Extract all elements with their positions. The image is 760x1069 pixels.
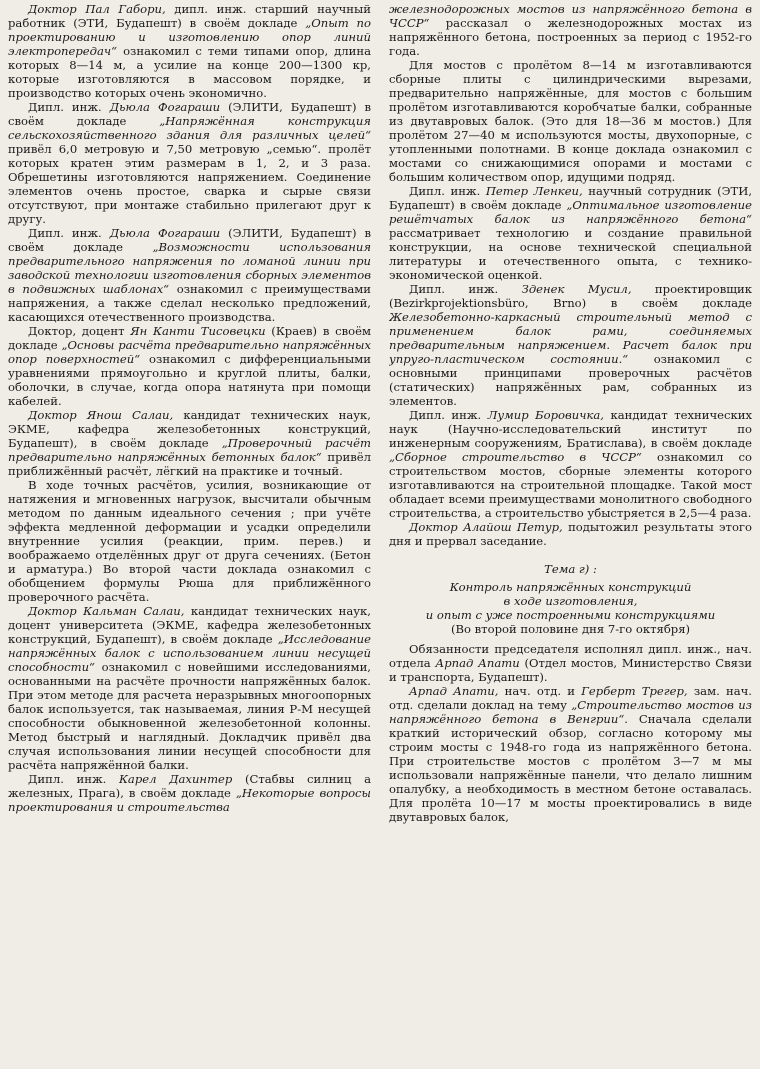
left-column <box>8 0 371 1069</box>
paragraph-continuation: железнодорожных мостов из напряжённого бетона в ЧССР“ рассказал о железнодорожных мостах из напряжённого бетона, построенных за период с 1952-го года. <box>389 2 752 58</box>
person-name: Петер Ленкеи, <box>485 184 583 198</box>
person-name: Карел Дахинтер <box>118 772 233 786</box>
paragraph-gabori: Доктор Пал Габори, дипл. инж. старший научный работник (ЭТИ, Будапешт) в своём докладе „Опыт по проектированию и изготовлению опор линий электропередач“ ознакомил с теми типами опор, длина которых 8—14 м, а усилие на конце 200—1300 кр, которые изготовляются в массовом порядке, и производство которых очень экономично. <box>8 2 371 100</box>
report-title: „Проверочный расчёт предварительно напряжённых бетонных балок“ <box>8 436 371 464</box>
paragraph-calculations: В ходе точных расчётов, усилия, возникающие от натяжения и мгновенных нагрузок, высчитали обычным методом по данным идеального сечения ; при учёте эффекта медленной деформации и усадки определили внутренние усилия (реакции, прим. перев.) и воображаемо отделённых друг от друга сечениях. (Бетон и арматура.) Во второй части доклада ознакомил с обобщением формулы Рюша для приближённого проверочного расчёта. <box>8 478 371 604</box>
paragraph-bridges: Для мостов с пролётом 8—14 м изготавливаются сборные плиты с цилиндрическими вырезами, предварительно напряжённые, для мостов с большим пролётом изготавливаются коробчатые балки, собранные из двутавровых балок. (Это для 18—36 м мостов.) Для пролётом 27—40 м используются мосты, двухопорные, с утопленными полотнами. В конце доклада ознакомил с мостами со снижающимися опорами и мостами с большим количеством опор, идущими подряд. <box>389 58 752 184</box>
paragraph-chair: Обязанности председателя исполнял дипл. инж., нач. отдела Арпад Апати (Отдел мостов, Министерство Связи и транспорта, Будапешт). <box>389 642 752 684</box>
person-name: Доктор Пал Габори, <box>28 2 166 16</box>
session-date: (Во второй половине дня 7-го октября) <box>450 622 691 636</box>
topic-title-line-2: в ходе изготовления, <box>503 594 638 608</box>
paragraph-lenkei: Дипл. инж. Петер Ленкеи, научный сотрудник (ЭТИ, Будапешт) в своём докладе „Оптимальное изготовление решётчатых балок из напряжённого бетона“ рассматривает технологию и создание правильной конструкции, на основе технической специальной литературы и отечественного опыта, с технико-экономической оценкой. <box>389 184 752 282</box>
paragraph-apati-treger: Арпад Апати, нач. отд. и Герберт Трегер, зам. нач. отд. сделали доклад на тему „Строительство мостов из напряжённого бетона в Венгрии“. Сначала сделали краткий исторический обзор, согласно которому мы строим мосты с 1948-го года из напряжённого бетона. При строительстве мостов с пролётом 3—7 м мы использовали напряжённые панели, что делало лишним опалубку, а необходимость в местном бетоне оставалась. Для пролёта 10—17 м мосты проектировались в виде двутавровых балок, <box>389 684 752 824</box>
paragraph-kalman-salai: Доктор Кальман Салаи, кандидат технических наук, доцент университета (ЭКМЕ, кафедра железобетонных конструкций, Будапешт), в своём докладе „Исследование напряжённых балок с использованием линии несущей способности“ ознакомил с новейшими исследованиями, основанными на расчёте прочности напряжённых балок. При этом методе для расчета неразрывных многоопорных балок используется, так называемая, линия Р-М несущей способности обыкновенной железобетонной колонны. Метод быстрый и наглядный. Докладчик привёл два случая использования линии несущей способности для расчёта напряжённой балки. <box>8 604 371 772</box>
paragraph-fogarashi-2: Дипл. инж. Дьюла Фогараши (ЭЛИТИ, Будапешт) в своём докладе „Возможности использования предварительного напряжения по ломаной линии при заводской технологии изготовления сборных элементов в подвижных шаблонах“ ознакомил с преимуществами напряжения, а также сделал несколько предложений, касающихся отечественного производства. <box>8 226 371 324</box>
person-name: Зденек Мусил, <box>521 282 632 296</box>
paragraph-petur: Доктор Алайош Петур, подытожил результаты этого дня и прервал заседание. <box>389 520 752 548</box>
report-title: „Напряжённая конструкция сельскохозяйственного здания для различных целей“ <box>8 114 371 142</box>
person-name: Доктор Алайош Петур, <box>409 520 563 534</box>
person-name: Лумир Боровичка, <box>487 408 604 422</box>
person-name: Ян Канти Тисовецки <box>130 324 266 338</box>
report-title: „Сборное строительство в ЧССР“ <box>389 450 642 464</box>
person-name: Герберт Трегер, <box>581 684 688 698</box>
paragraph-dahinter: Дипл. инж. Карел Дахинтер (Стабвы силниц а железных, Прага), в своём докладе „Некоторые вопросы проектирования и строительства <box>8 772 371 814</box>
paragraph-borovichka: Дипл. инж. Лумир Боровичка, кандидат технических наук (Научно-исследовательский институт по инженерным сооружениям, Братислава), в своём докладе „Сборное строительство в ЧССР“ ознакомил со строительством мостов, сборные элементы которого изготавливаются на строительной площадке. Такой мост обладает всеми преимуществами монолитного свободного строительства, а строительство убыстряется в 2,5—4 раза. <box>389 408 752 520</box>
topic-label: Тема г) : <box>544 562 597 576</box>
paragraph-janos-salai: Доктор Янош Салаи, кандидат технических наук, ЭКМЕ, кафедра железобетонных конструкций, Будапешт), в своём докладе „Проверочный расчёт предварительно напряжённых бетонных балок“ привёл приближённый расчёт, лёгкий на практике и точный. <box>8 408 371 478</box>
report-title: „Возможности использования предварительного напряжения по ломаной линии при заводской технологии изготовления сборных элементов в подвижных шаблонах“ <box>8 240 371 296</box>
report-title: „Основы расчёта предварительно напряжённых опор поверхностей“ <box>8 338 371 366</box>
report-title: „Строительство мостов из напряжённого бетона в Венгрии“. <box>389 698 752 726</box>
topic-title-line-3: и опыт с уже построенными конструкциями <box>425 608 716 622</box>
report-title: железнодорожных мостов из напряжённого бетона в ЧССР“ <box>389 2 752 30</box>
report-title: „Некоторые вопросы проектирования и строительства <box>8 786 371 814</box>
paragraph-tisovecki: Доктор, доцент Ян Канти Тисовецки (Краев) в своём докладе „Основы расчёта предварительно напряжённых опор поверхностей“ ознакомил с дифференциальными уравнениями прямоугольно и круглой плиты, балки, оболочки, в случае, когда опора натянута при помощи кабелей. <box>8 324 371 408</box>
person-name: Арпад Апати <box>435 656 520 670</box>
topic-title-line-1: Контроль напряжённых конструкций <box>449 580 692 594</box>
report-title: Железобетонно-каркасный строительный метод с применением балок рами, соединяемых предварительным напряжением. Расчет балок при упруго-пластическом состоянии.“ <box>389 310 752 366</box>
report-title: „Оптимальное изготовление решётчатых балок из напряжённого бетона“ <box>389 198 752 226</box>
person-name: Доктор Янош Салаи, <box>28 408 174 422</box>
report-title: „Опыт по проектированию и изготовлению опор линий электропередач“ <box>8 16 371 58</box>
person-name: Дьюла Фогараши <box>109 100 221 114</box>
paragraph-musil: Дипл. инж. Зденек Мусил, проектировщик (Bezirkprojektionsbüro, Brno) в своём докладе Железобетонно-каркасный строительный метод с применением балок рами, соединяемых предварительным напряжением. Расчет балок при упруго-пластическом состоянии.“ ознакомил с основными принципами проверочных расчётов (статических) напряжённых рам, собранных из элементов. <box>389 282 752 408</box>
report-title: „Исследование напряжённых балок с использованием линии несущей способности“ <box>8 632 371 674</box>
person-name: Арпад Апати, <box>409 684 499 698</box>
person-name: Дьюла Фогараши <box>109 226 221 240</box>
right-column <box>389 0 752 1069</box>
paragraph-fogarashi-1: Дипл. инж. Дьюла Фогараши (ЭЛИТИ, Будапешт) в своём докладе „Напряжённая конструкция сельскохозяйственного здания для различных целей“ привёл 6,0 метровую и 7,50 метровую „семью“. пролёт которых кратен этим размерам в 1, 2, и 3 раза. Обрешетины изготовляются напряжением. Соединение элементов очень простое, сварка и сырые связи отсутствуют, при монтаже стабильно прилегают друг к другу. <box>8 100 371 226</box>
person-name: Доктор Кальман Салаи, <box>28 604 185 618</box>
